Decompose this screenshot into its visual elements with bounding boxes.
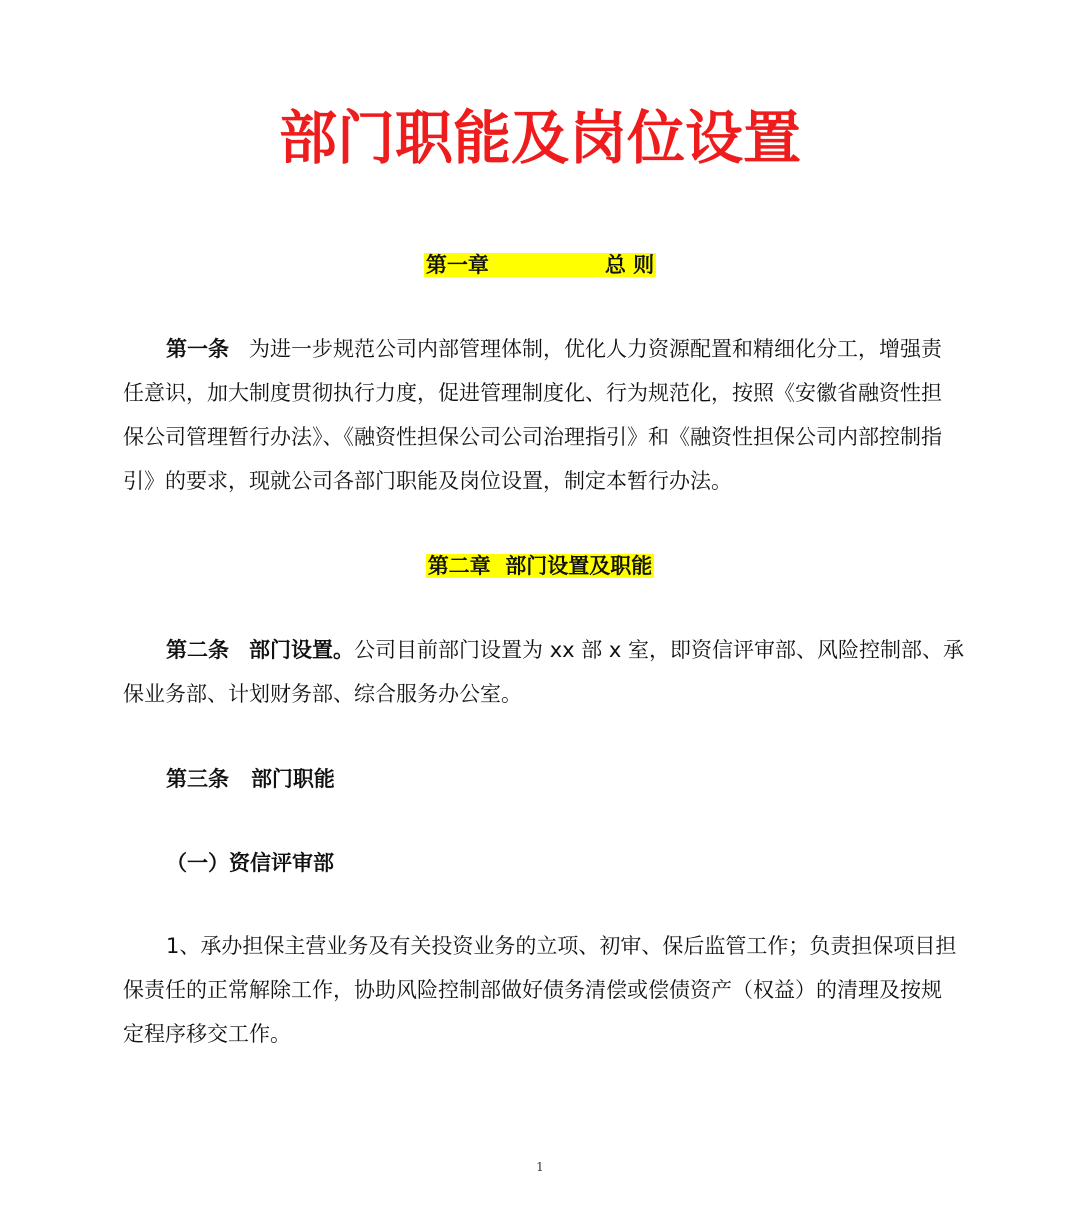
section-1-item-1 [123, 924, 968, 1056]
article-2-line: 保业务部、计划财务部、综合服务办公室。 [123, 682, 522, 706]
item-1-line: 保责任的正常解除工作，协助风险控制部做好债务清偿或偿债资产（权益）的清理及按规 [123, 978, 942, 1002]
article-2-title: 部门设置。 [249, 638, 355, 662]
item-1-line: 定程序移交工作。 [123, 1022, 291, 1046]
article-1 [123, 327, 968, 503]
article-2-label: 第二条 [166, 638, 229, 662]
chapter-2-heading [0, 549, 1080, 583]
article-3-heading [166, 762, 335, 796]
chapter-1-name: 总 则 [604, 253, 655, 277]
section-1-heading: （一）资信评审部 [166, 851, 334, 875]
article-2 [123, 628, 968, 716]
item-1-line: 1、承办担保主营业务及有关投资业务的立项、初审、保后监管工作；负责担保项目担 [166, 934, 957, 958]
article-1-line: 任意识，加大制度贯彻执行力度，促进管理制度化、行为规范化，按照《安徽省融资性担 [123, 381, 942, 405]
article-3-title: 部门职能 [250, 767, 335, 791]
document-title: 部门职能及岗位设置 [278, 104, 801, 172]
chapter-2-title: 第二章 部门设置及职能 [427, 554, 653, 578]
article-1-line: 保公司管理暂行办法》、《融资性担保公司公司治理指引》和《融资性担保公司内部控制指 [123, 425, 942, 449]
page-number: 1 [536, 1160, 544, 1174]
article-3-label: 第三条 [166, 767, 229, 791]
chapter-1-number: 第一章 [425, 253, 489, 277]
article-1-line: 为进一步规范公司内部管理体制，优化人力资源配置和精细化分工，增强责 [249, 337, 943, 361]
chapter-1-heading [0, 248, 1080, 282]
article-2-line: 公司目前部门设置为 xx 部 x 室，即资信评审部、风险控制部、承 [354, 638, 965, 662]
article-1-label: 第一条 [166, 337, 229, 361]
article-1-line: 引》的要求，现就公司各部门职能及岗位设置，制定本暂行办法。 [123, 469, 732, 493]
